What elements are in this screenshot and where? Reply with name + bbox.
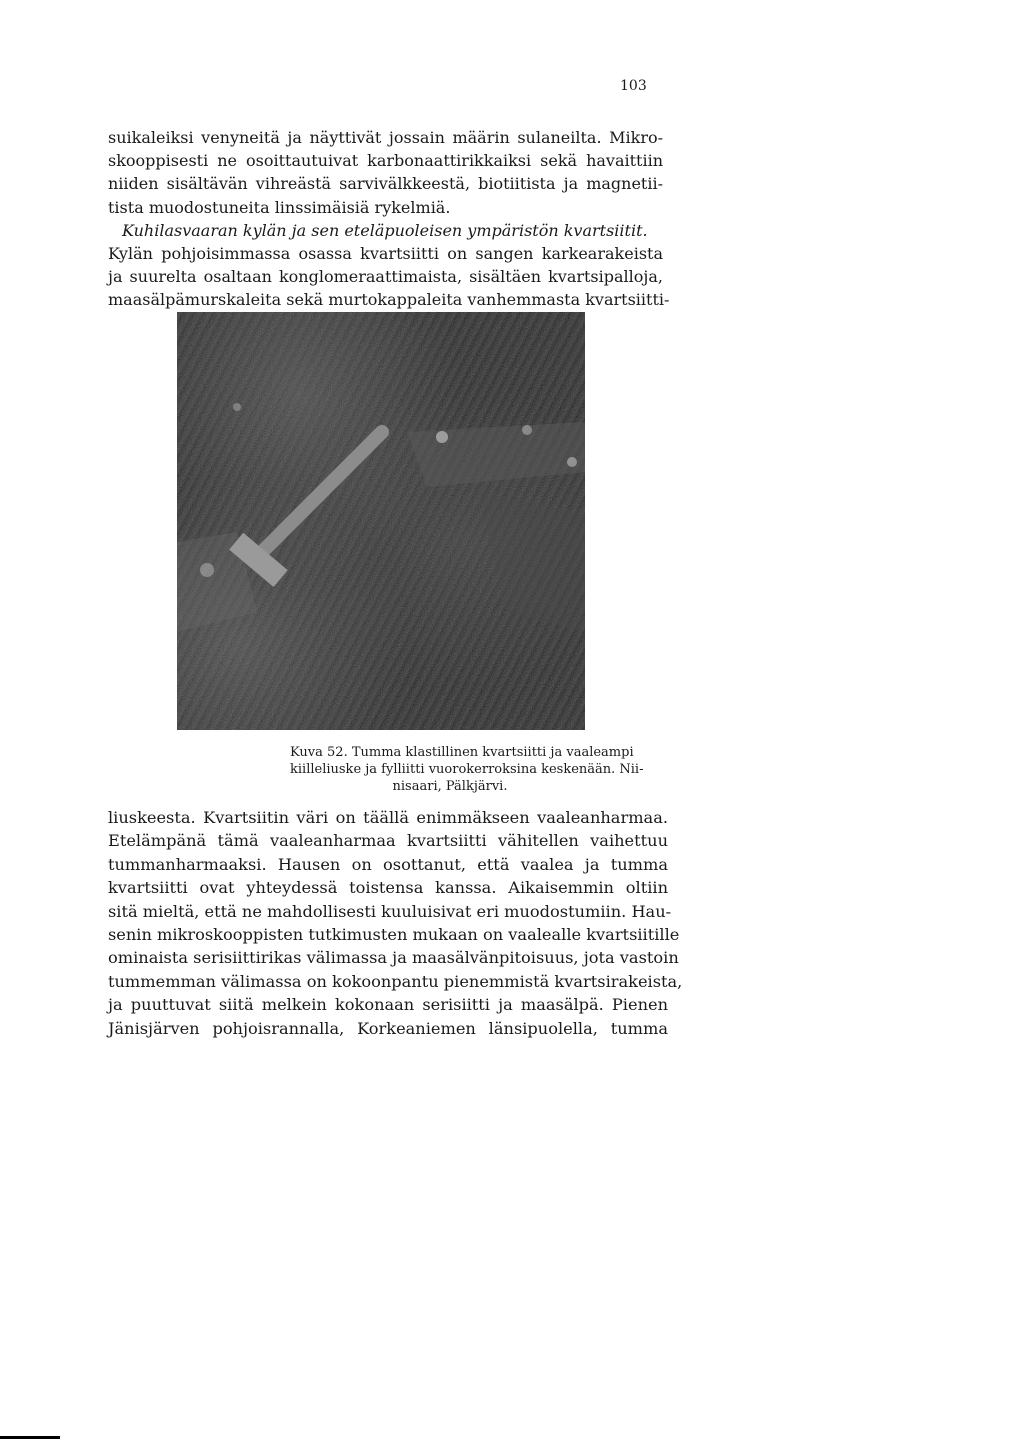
figure-photo [177, 312, 585, 730]
scan-edge-mark [0, 1436, 60, 1439]
caption-line: Kuva 52. Tumma klastillinen kvartsiitti ja vaaleampi [290, 745, 634, 760]
text-line: suikaleiksi venyneitä ja näyttivät jossain määrin sulaneilta. Mikro- [108, 128, 663, 147]
text-line: niiden sisältävän vihreästä sarvivälkkeestä, biotiitista ja magnetii- [108, 174, 663, 194]
text-line: ja puuttuvat siitä melkein kokonaan serisiitti ja maasälpä. Pienen [108, 995, 668, 1015]
text-line: senin mikroskooppisten tutkimusten mukaan on vaalealle kvartsiitille [108, 925, 680, 945]
top-text-block [108, 126, 670, 312]
text-line: skooppisesti ne osoittautuivat karbonaattirikkaiksi sekä havaittiin [108, 151, 663, 171]
section-heading: Kuhilasvaaran kylän ja sen eteläpuoleisen ympäristön kvartsiitit. [122, 220, 648, 240]
caption-line: kiilleliuske ja fylliitti vuorokerroksina keskenään. Nii- [290, 762, 644, 777]
figure-caption [290, 744, 644, 795]
text-line: tista muodostuneita linssimäisiä rykelmiä. [108, 197, 451, 217]
rock-photo-illustration [177, 312, 585, 730]
text-line: ominaista serisiittirikas välimassa ja maasälvänpitoisuus, jota vastoin [108, 948, 679, 968]
text-line: tummanharmaaksi. Hausen on osottanut, että vaalea ja tumma [108, 854, 668, 874]
text-line: kvartsiitti ovat yhteydessä toistensa kanssa. Aikaisemmin oltiin [108, 878, 668, 898]
text-line: sitä mieltä, että ne mahdollisesti kuuluisivat eri muodostumiin. Hau- [108, 901, 672, 921]
text-line: maasälpämurskaleita sekä murtokappaleita vanhemmasta kvartsiitti- [108, 290, 670, 310]
text-line: Kylän pohjoisimmassa osassa kvartsiitti on sangen karkearakeista [108, 244, 663, 264]
text-line: Jänisjärven pohjoisrannalla, Korkeaniemen länsipuolella, tumma [108, 1018, 668, 1038]
text-line: tummemman välimassa on kokoonpantu pienemmistä kvartsirakeista, [108, 971, 683, 991]
text-line: ja suurelta osaltaan konglomeraattimaista, sisältäen kvartsipalloja, [108, 267, 663, 287]
bottom-text-block [108, 806, 683, 1040]
text-line: Etelämpänä tämä vaaleanharmaa kvartsiitti vähitellen vaihettuu [108, 831, 668, 851]
text-line: liuskeesta. Kvartsiitin väri on täällä enimmäkseen vaaleanharmaa. [108, 808, 668, 827]
caption-line: nisaari, Pälkjärvi. [392, 779, 508, 794]
page-number: 103 [620, 78, 647, 94]
